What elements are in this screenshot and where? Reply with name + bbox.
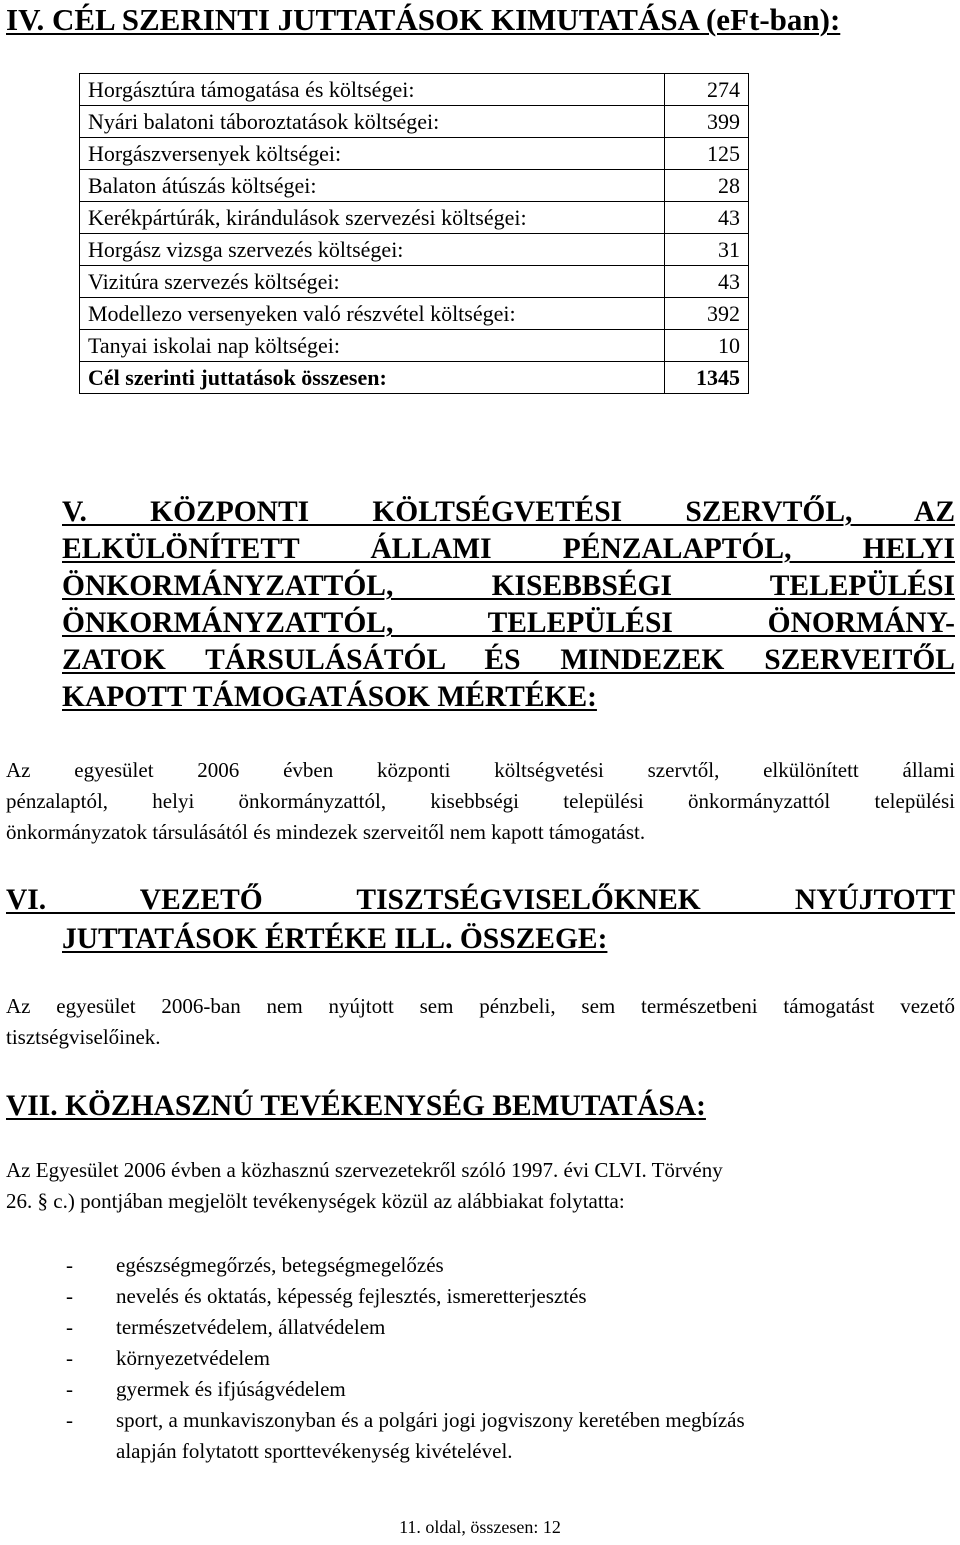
row-label: Nyári balatoni táboroztatások költségei: bbox=[80, 106, 665, 138]
table-row bbox=[80, 330, 749, 362]
section-4-heading: IV. CÉL SZERINTI JUTTATÁSOK KIMUTATÁSA (eFt-ban): bbox=[6, 2, 841, 37]
row-amount: 10 bbox=[665, 330, 749, 362]
paragraph-line: önkormányzatok társulásától és mindezek szerveitől nem kapott támogatást. bbox=[6, 820, 646, 844]
cost-table bbox=[79, 73, 749, 394]
section-6-heading-line: JUTTATÁSOK ÉRTÉKE ILL. ÖSSZEGE: bbox=[62, 923, 608, 955]
row-amount: 399 bbox=[665, 106, 749, 138]
section-7-heading: VII. KÖZHASZNÚ TEVÉKENYSÉG BEMUTATÁSA: bbox=[6, 1090, 706, 1122]
paragraph-line: Az Egyesület 2006 évben a közhasznú szervezetekről szóló 1997. évi CLVI. Törvény bbox=[6, 1158, 723, 1182]
section-5-heading-line: ÖNKORMÁNYZATTÓL, KISEBBSÉGI TELEPÜLÉSI bbox=[62, 570, 955, 602]
section-5-heading-line: ÖNKORMÁNYZATTÓL, TELEPÜLÉSI ÖNORMÁNY- bbox=[62, 607, 955, 639]
paragraph-line: Az egyesület 2006 évben központi költségvetési szervtől, elkülönített állami bbox=[6, 758, 955, 782]
paragraph-line: tisztségviselőinek. bbox=[6, 1025, 161, 1049]
table-row bbox=[80, 266, 749, 298]
paragraph-line: 26. § c.) pontjában megjelölt tevékenységek közül az alábbiakat folytatta: bbox=[6, 1189, 625, 1213]
row-amount: 274 bbox=[665, 74, 749, 106]
table-row bbox=[80, 138, 749, 170]
row-label: Balaton átúszás költségei: bbox=[80, 170, 665, 202]
section-5-heading-line: V. KÖZPONTI KÖLTSÉGVETÉSI SZERVTŐL, AZ bbox=[62, 496, 955, 528]
total-label: Cél szerinti juttatások összesen: bbox=[80, 362, 665, 394]
section-5-heading-line: KAPOTT TÁMOGATÁSOK MÉRTÉKE: bbox=[62, 681, 597, 713]
table-row bbox=[80, 170, 749, 202]
paragraph-line: Az egyesület 2006-ban nem nyújtott sem pénzbeli, sem természetbeni támogatást vezető bbox=[6, 994, 955, 1018]
paragraph-line: pénzalaptól, helyi önkormányzattól, kisebbségi települési önkormányzattól települési bbox=[6, 789, 955, 813]
table-row bbox=[80, 74, 749, 106]
row-label: Tanyai iskolai nap költségei: bbox=[80, 330, 665, 362]
total-amount: 1345 bbox=[665, 362, 749, 394]
section-6-heading-line: VI. VEZETŐ TISZTSÉGVISELŐKNEK NYÚJTOTT bbox=[6, 884, 955, 916]
table-row bbox=[80, 234, 749, 266]
row-amount: 28 bbox=[665, 170, 749, 202]
table-row bbox=[80, 298, 749, 330]
row-label: Horgászversenyek költségei: bbox=[80, 138, 665, 170]
section-5-heading-line: ZATOK TÁRSULÁSÁTÓL ÉS MINDEZEK SZERVEITŐL bbox=[62, 644, 955, 676]
row-label: Horgász vizsga szervezés költségei: bbox=[80, 234, 665, 266]
row-label: Vizitúra szervezés költségei: bbox=[80, 266, 665, 298]
table-row bbox=[80, 106, 749, 138]
row-amount: 392 bbox=[665, 298, 749, 330]
page-footer: 11. oldal, összesen: 12 bbox=[399, 1517, 561, 1537]
section-5-heading-line: ELKÜLÖNÍTETT ÁLLAMI PÉNZALAPTÓL, HELYI bbox=[62, 533, 955, 565]
row-amount: 43 bbox=[665, 202, 749, 234]
total-row bbox=[80, 362, 749, 394]
row-amount: 31 bbox=[665, 234, 749, 266]
row-label: Horgásztúra támogatása és költségei: bbox=[80, 74, 665, 106]
table-row bbox=[80, 202, 749, 234]
row-label: Kerékpártúrák, kirándulások szervezési költségei: bbox=[80, 202, 665, 234]
row-label: Modellezo versenyeken való részvétel költségei: bbox=[80, 298, 665, 330]
row-amount: 125 bbox=[665, 138, 749, 170]
row-amount: 43 bbox=[665, 266, 749, 298]
